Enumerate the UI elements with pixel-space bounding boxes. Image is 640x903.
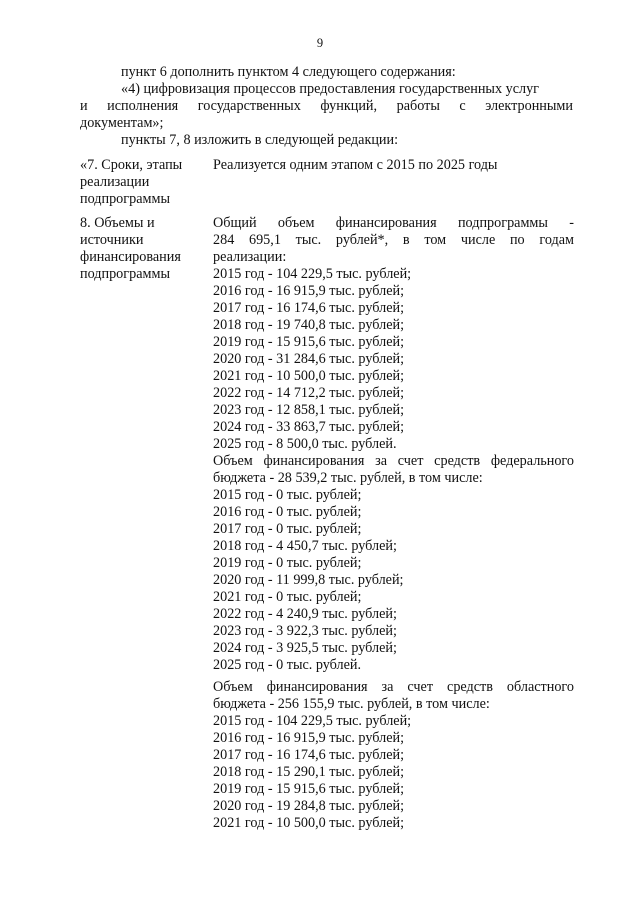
row-7-label-line: подпрограммы <box>80 191 170 207</box>
row-8-label-line: финансирования <box>80 249 181 265</box>
year-line: 2021 год - 0 тыс. рублей; <box>213 589 362 605</box>
year-line: 2022 год - 4 240,9 тыс. рублей; <box>213 606 397 622</box>
year-line: 2019 год - 15 915,6 тыс. рублей; <box>213 334 405 350</box>
row-8-federal-line-2: бюджета - 28 539,2 тыс. рублей, в том числе: <box>213 470 483 486</box>
year-line: 2024 год - 3 925,5 тыс. рублей; <box>213 640 397 656</box>
year-line: 2015 год - 104 229,5 тыс. рублей; <box>213 713 412 729</box>
year-line: 2024 год - 33 863,7 тыс. рублей; <box>213 419 405 435</box>
row-8-label-line: 8. Объемы и <box>80 215 155 231</box>
year-line: 2021 год - 10 500,0 тыс. рублей; <box>213 815 405 831</box>
year-line: 2016 год - 16 915,9 тыс. рублей; <box>213 283 405 299</box>
year-line: 2017 год - 16 174,6 тыс. рублей; <box>213 747 405 763</box>
intro-quote-line-1: «4) цифровизация процессов предоставления государственных услуг <box>121 81 539 97</box>
year-line: 2017 год - 16 174,6 тыс. рублей; <box>213 300 405 316</box>
year-line: 2016 год - 0 тыс. рублей; <box>213 504 362 520</box>
year-line: 2020 год - 19 284,8 тыс. рублей; <box>213 798 405 814</box>
year-line: 2020 год - 31 284,6 тыс. рублей; <box>213 351 405 367</box>
intro-paragraph-2: пункты 7, 8 изложить в следующей редакции: <box>121 132 399 148</box>
intro-quote-line-2: и исполнения государственных функций, работы с электронными <box>80 98 573 114</box>
year-line: 2025 год - 0 тыс. рублей. <box>213 657 362 673</box>
row-7-label-line: «7. Сроки, этапы <box>80 157 183 173</box>
row-8-label-line: подпрограммы <box>80 266 170 282</box>
row-7-value: Реализуется одним этапом с 2015 по 2025 годы <box>213 157 498 173</box>
year-line: 2022 год - 14 712,2 тыс. рублей; <box>213 385 405 401</box>
year-line: 2023 год - 12 858,1 тыс. рублей; <box>213 402 405 418</box>
year-line: 2018 год - 15 290,1 тыс. рублей; <box>213 764 405 780</box>
year-line: 2017 год - 0 тыс. рублей; <box>213 521 362 537</box>
page-number: 9 <box>316 36 324 50</box>
row-8-federal-line-1: Объем финансирования за счет средств федерального <box>213 453 574 469</box>
row-8-regional-line-2: бюджета - 256 155,9 тыс. рублей, в том числе: <box>213 696 490 712</box>
year-line: 2018 год - 19 740,8 тыс. рублей; <box>213 317 405 333</box>
intro-quote-line-3: документам»; <box>80 115 164 131</box>
row-7-label-line: реализации <box>80 174 150 190</box>
row-8-label-line: источники <box>80 232 144 248</box>
year-line: 2018 год - 4 450,7 тыс. рублей; <box>213 538 397 554</box>
year-line: 2015 год - 0 тыс. рублей; <box>213 487 362 503</box>
row-8-regional-line-1: Объем финансирования за счет средств областного <box>213 679 574 695</box>
year-line: 2021 год - 10 500,0 тыс. рублей; <box>213 368 405 384</box>
row-8-total-line-1: Общий объем финансирования подпрограммы - <box>213 215 574 231</box>
row-8-total-line-2: 284 695,1 тыс. рублей*, в том числе по годам <box>213 232 574 248</box>
intro-paragraph-1: пункт 6 дополнить пунктом 4 следующего содержания: <box>121 64 456 80</box>
year-line: 2019 год - 0 тыс. рублей; <box>213 555 362 571</box>
year-line: 2023 год - 3 922,3 тыс. рублей; <box>213 623 397 639</box>
year-line: 2016 год - 16 915,9 тыс. рублей; <box>213 730 405 746</box>
year-line: 2020 год - 11 999,8 тыс. рублей; <box>213 572 404 588</box>
year-line: 2025 год - 8 500,0 тыс. рублей. <box>213 436 397 452</box>
row-8-total-line-3: реализации: <box>213 249 287 265</box>
year-line: 2019 год - 15 915,6 тыс. рублей; <box>213 781 405 797</box>
year-line: 2015 год - 104 229,5 тыс. рублей; <box>213 266 412 282</box>
